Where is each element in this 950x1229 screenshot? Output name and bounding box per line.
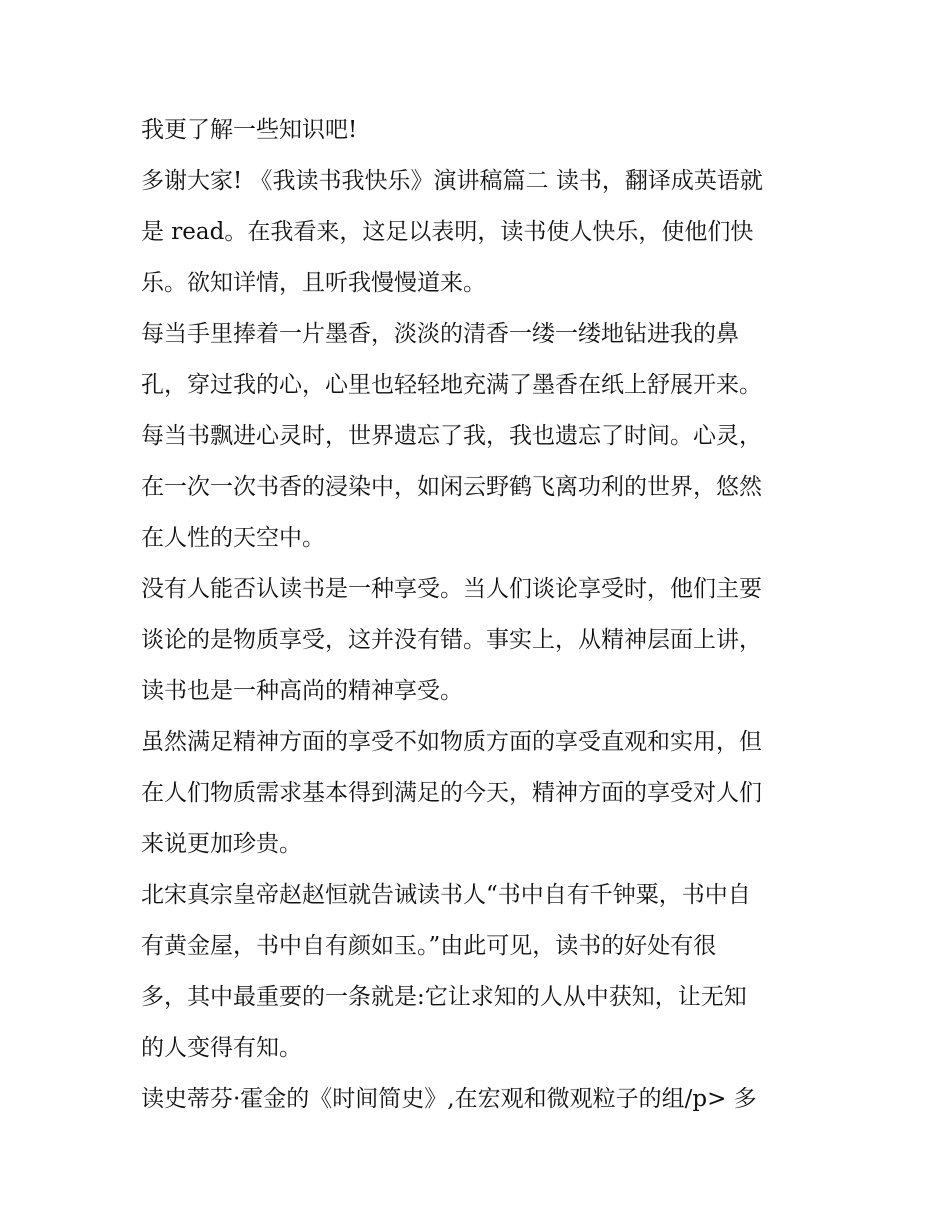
text-line: 没有人能否认读书是一种享受。当人们谈论享受时，他们主要 <box>141 576 762 602</box>
text-line: 乐。欲知详情，且听我慢慢道来。 <box>141 270 486 296</box>
text-line: 每当手里捧着一片墨香，淡淡的清香一缕一缕地钻进我的鼻 <box>141 321 739 347</box>
text-line: 在一次一次书香的浸染中，如闲云野鹤飞离功利的世界，悠然 <box>141 474 762 500</box>
text-line: 谈论的是物质享受，这并没有错。事实上，从精神层面上讲， <box>141 627 762 653</box>
text-line: 我更了解一些知识吧! <box>141 117 358 143</box>
text-line: 在人们物质需求基本得到满足的今天，精神方面的享受对人们 <box>141 780 762 806</box>
text-line: 每当书飘进心灵时，世界遗忘了我，我也遗忘了时间。心灵， <box>141 423 762 449</box>
text-line: 多，其中最重要的一条就是:它让求知的人从中获知，让无知 <box>141 984 747 1010</box>
text-line: 虽然满足精神方面的享受不如物质方面的享受直观和实用，但 <box>141 729 762 755</box>
text-line: 的人变得有知。 <box>141 1035 302 1061</box>
text-line: 多谢大家! 《我读书我快乐》演讲稿篇二 读书，翻译成英语就 <box>141 168 763 194</box>
text-line: 北宋真宗皇帝赵赵恒就告诫读书人“书中自有千钟粟，书中自 <box>141 882 751 908</box>
text-line: 读史蒂芬·霍金的《时间简史》,在宏观和微观粒子的组/p> 多 <box>141 1086 757 1112</box>
text-line: 读书也是一种高尚的精神享受。 <box>141 678 463 704</box>
text-line: 是 read。在我看来，这足以表明，读书使人快乐，使他们快 <box>141 219 754 245</box>
document-body-text <box>141 105 821 1125</box>
text-line: 在人性的天空中。 <box>141 525 325 551</box>
text-line: 有黄金屋，书中自有颜如玉。”由此可见，读书的好处有很 <box>141 933 717 959</box>
text-line: 来说更加珍贵。 <box>141 831 302 857</box>
text-line: 孔，穿过我的心，心里也轻轻地充满了墨香在纸上舒展开来。 <box>141 372 762 398</box>
